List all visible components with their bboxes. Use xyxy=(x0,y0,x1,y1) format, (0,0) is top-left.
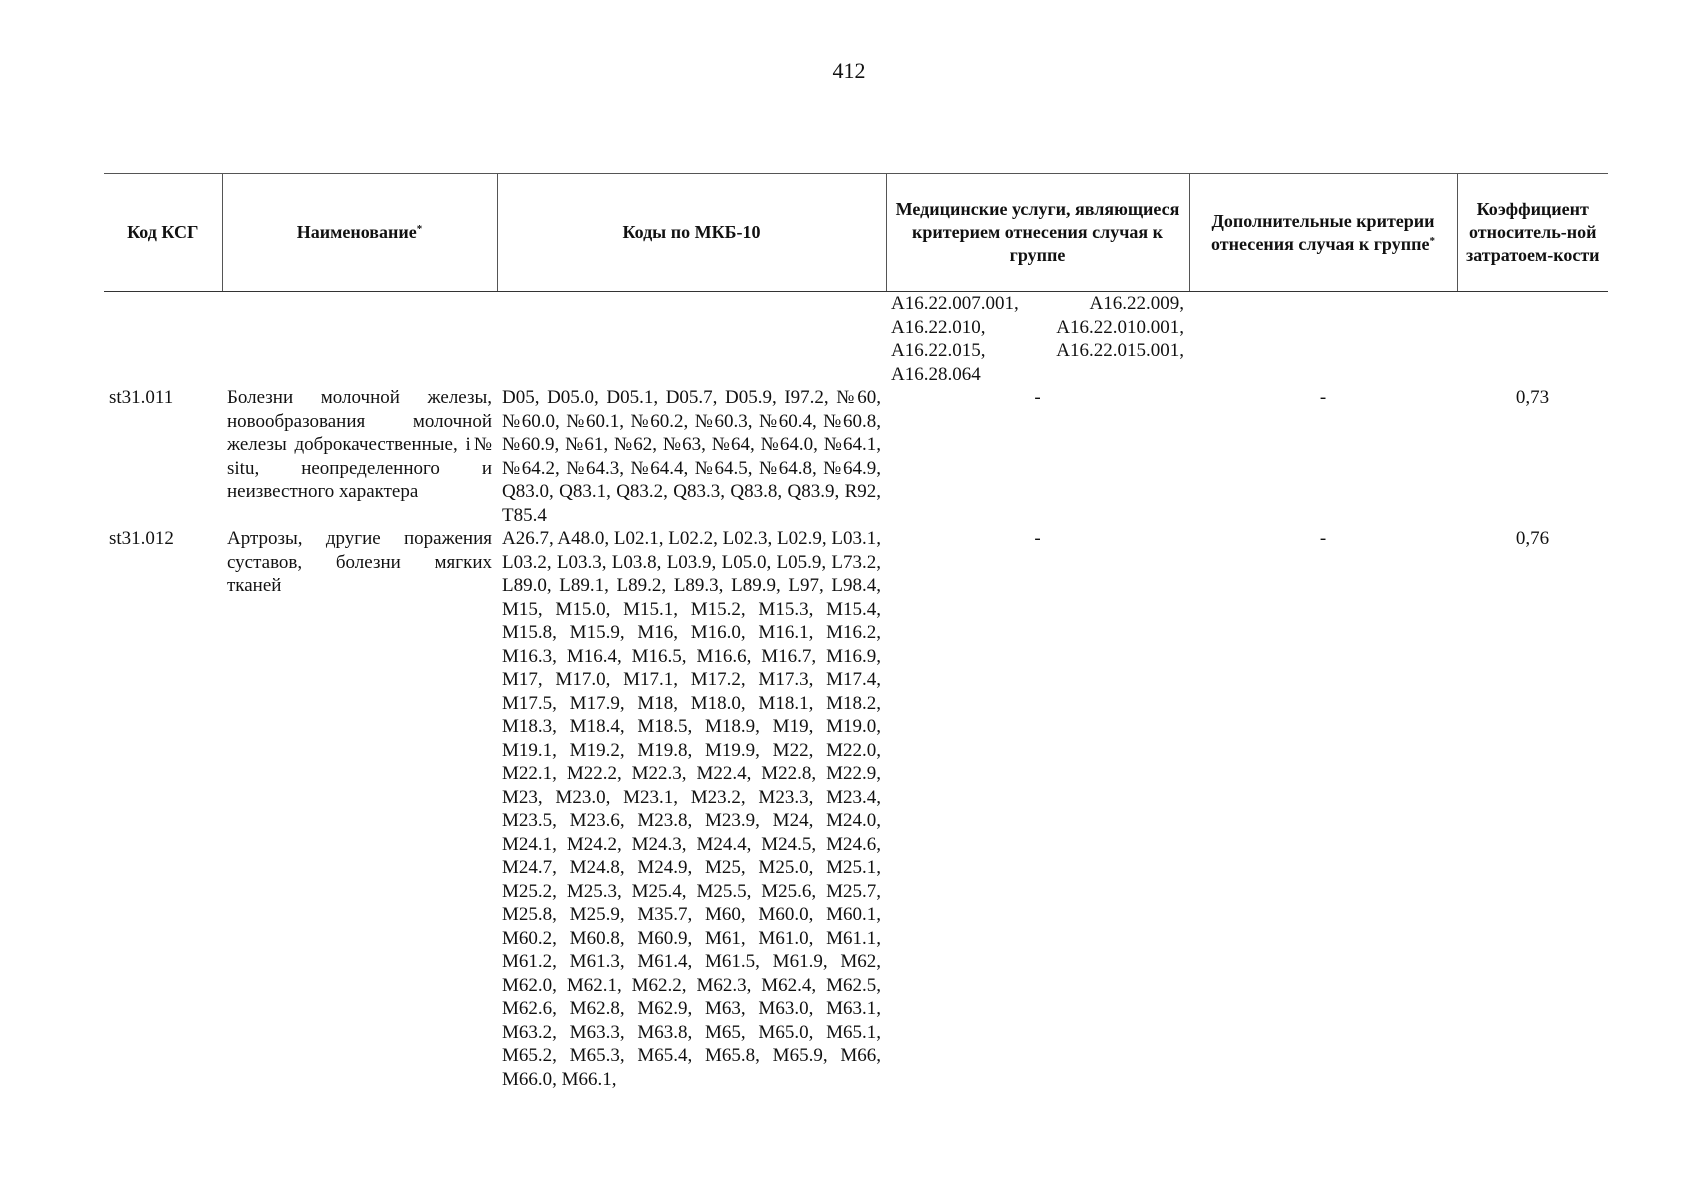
cell-mkb: D05, D05.0, D05.1, D05.7, D05.9, I97.2, №60, №60.0, №60.1, №60.2, №60.3, №60.4, №60.8, №60.9, №61, №62, №63, №64, №64.0, №64.1, №64.2, №64.3, №64.4, №64.5, №64.8, №64.9, Q83.0, Q83.1, Q83.2, Q83.3, Q83.8, Q83.9, R92, T85.4 xyxy=(502,387,881,526)
header-coef-label: Коэффициент относитель-ной затратоем-кости xyxy=(1465,199,1600,265)
page-number: 412 xyxy=(832,58,866,83)
ksg-table xyxy=(104,173,1608,1091)
cell-services: A16.22.007.001, A16.22.009, A16.22.010, A16.22.010.001, A16.22.015, A16.22.015.001, A16.28.064 xyxy=(891,293,1184,385)
cell-criteria: - xyxy=(1319,528,1327,549)
cell-name: Артрозы, другие поражения суставов, болезни мягких тканей xyxy=(227,528,492,596)
table-header xyxy=(104,174,1608,292)
cell-name xyxy=(222,292,497,387)
table-row-continuation xyxy=(104,292,1608,387)
header-name-label: Наименование xyxy=(296,222,417,242)
cell-coef xyxy=(1457,292,1608,387)
cell-services: - xyxy=(1034,528,1041,549)
cell-coef: 0,76 xyxy=(1515,528,1550,549)
cell-code: st31.012 xyxy=(109,528,174,549)
table-row xyxy=(104,386,1608,527)
cell-name: Болезни молочной железы, новообразования молочной железы доброкачественные, i№ situ, неопределенного и неизвестного характера xyxy=(227,387,492,502)
cell-coef: 0,73 xyxy=(1515,387,1550,408)
cell-criteria: - xyxy=(1319,387,1327,408)
header-mkb-label: Коды по МКБ-10 xyxy=(622,222,761,242)
header-name xyxy=(222,174,497,292)
table-row xyxy=(104,527,1608,1091)
cell-criteria xyxy=(1189,292,1457,387)
header-criteria xyxy=(1189,174,1457,292)
header-code xyxy=(104,174,222,292)
header-coef xyxy=(1457,174,1608,292)
header-services-label: Медицинские услуги, являющиеся критерием отнесения случая к группе xyxy=(895,199,1180,265)
cell-mkb xyxy=(497,292,886,387)
header-services xyxy=(886,174,1189,292)
header-criteria-label: Дополнительные критерии отнесения случая к группе xyxy=(1211,210,1435,254)
cell-code: st31.011 xyxy=(109,387,174,408)
header-criteria-footnote-mark: * xyxy=(1429,234,1435,247)
cell-code xyxy=(104,292,222,387)
header-code-label: Код КСГ xyxy=(127,222,199,242)
cell-services: - xyxy=(1034,387,1041,408)
cell-mkb: A26.7, A48.0, L02.1, L02.2, L02.3, L02.9, L03.1, L03.2, L03.3, L03.8, L03.9, L05.0, L05.9, L73.2, L89.0, L89.1, L89.2, L89.3, L89.9, L97, L98.4, M15, M15.0, M15.1, M15.2, M15.3, M15.4, M15.8, M15.9, M16, M16.0, M16.1, M16.2, M16.3, M16.4, M16.5, M16.6, M16.7, M16.9, M17, M17.0, M17.1, M17.2, M17.3, M17.4, M17.5, M17.9, M18, M18.0, M18.1, M18.2, M18.3, M18.4, M18.5, M18.9, M19, M19.0, M19.1, M19.2, M19.8, M19.9, M22, M22.0, M22.1, M22.2, M22.3, M22.4, M22.8, M22.9, M23, M23.0, M23.1, M23.2, M23.3, M23.4, M23.5, M23.6, M23.8, M23.9, M24, M24.0, M24.1, M24.2, M24.3, M24.4, M24.5, M24.6, M24.7, M24.8, M24.9, M25, M25.0, M25.1, M25.2, M25.3, M25.4, M25.5, M25.6, M25.7, M25.8, M25.9, M35.7, M60, M60.0, M60.1, M60.2, M60.8, M60.9, M61, M61.0, M61.1, M61.2, M61.3, M61.4, M61.5, M61.9, M62, M62.0, M62.1, M62.2, M62.3, M62.4, M62.5, M62.6, M62.8, M62.9, M63, M63.0, M63.1, M63.2, M63.3, M63.8, M65, M65.0, M65.1, M65.2, M65.3, M65.4, M65.8, M65.9, M66, M66.0, M66.1, xyxy=(502,528,881,1090)
header-name-footnote-mark: * xyxy=(416,223,423,235)
header-mkb xyxy=(497,174,886,292)
